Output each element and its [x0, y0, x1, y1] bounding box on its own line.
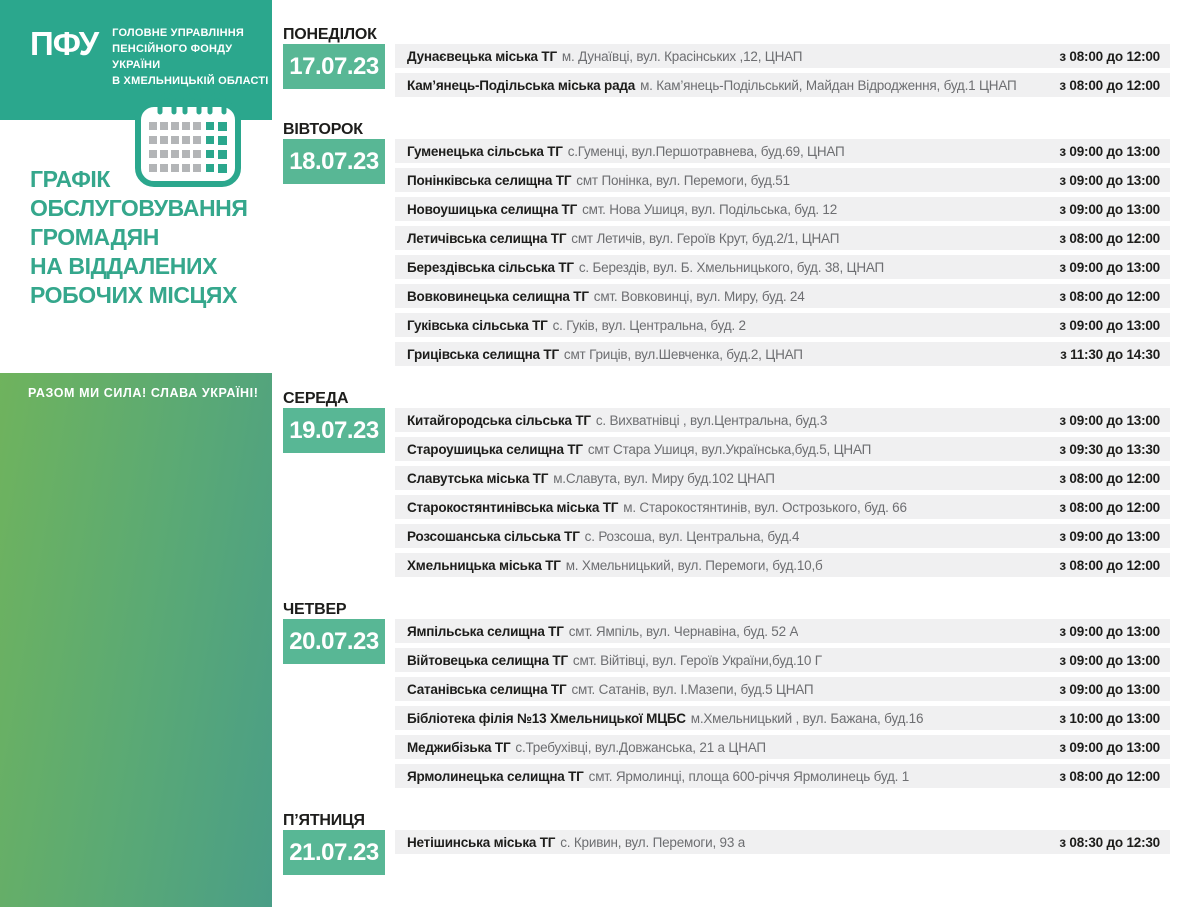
day-block [283, 390, 395, 577]
service-time: з 08:00 до 12:00 [1059, 557, 1160, 573]
schedule-row [395, 764, 1170, 788]
day-section [283, 601, 1170, 788]
org-address: с. Розсоша, вул. Центральна, буд.4 [584, 528, 800, 544]
title-line: ОБСЛУГОВУВАННЯ [30, 194, 248, 221]
day-section [283, 26, 1170, 97]
schedule-row [395, 226, 1170, 250]
service-time: з 11:30 до 14:30 [1060, 346, 1160, 362]
service-time: з 09:00 до 13:00 [1059, 259, 1160, 275]
org-address: м. Старокостянтинів, вул. Острозького, буд. 66 [623, 499, 907, 515]
org-address: м. Хмельницький, вул. Перемоги, буд.10,б [565, 557, 823, 573]
org-address: смт. Ямпіль, вул. Чернавіна, буд. 52 А [568, 623, 799, 639]
org-address: с.Требухівці, вул.Довжанська, 21 а ЦНАП [515, 739, 766, 755]
org-address: смт. Нова Ушиця, вул. Подільська, буд. 12 [582, 201, 838, 217]
org-address: с. Берездів, вул. Б. Хмельницького, буд. 38, ЦНАП [578, 259, 885, 275]
schedule-row [395, 408, 1170, 432]
title-line: ГРОМАДЯН [30, 223, 159, 250]
org-address: смт. Вовковинці, вул. Миру, буд. 24 [593, 288, 805, 304]
schedule-row [395, 619, 1170, 643]
org-address: м. Кам’янець-Подільський, Майдан Відродження, буд.1 ЦНАП [640, 77, 1017, 93]
day-name: ПОНЕДІЛОК [283, 26, 377, 43]
day-block [283, 601, 395, 788]
org-name: Грицівська селищна ТГ [407, 346, 559, 362]
org-name: Вовковинецька селищна ТГ [407, 288, 589, 304]
service-time: з 09:00 до 13:00 [1059, 172, 1160, 188]
service-time: з 08:00 до 12:00 [1059, 499, 1160, 515]
org-address: смт Летичів, вул. Героїв Крут, буд.2/1, ЦНАП [571, 230, 840, 246]
service-time: з 08:00 до 12:00 [1059, 470, 1160, 486]
org-address: с. Вихватнівці , вул.Центральна, буд.3 [595, 412, 828, 428]
schedule-row [395, 139, 1170, 163]
service-time: з 09:00 до 13:00 [1059, 681, 1160, 697]
org-address: м.Хмельницький , вул. Бажана, буд.16 [690, 710, 924, 726]
day-name: ЧЕТВЕР [283, 601, 347, 618]
org-address: м. Дунаївці, вул. Красінських ,12, ЦНАП [561, 48, 803, 64]
schedule-row [395, 553, 1170, 577]
schedule-row [395, 255, 1170, 279]
org-name: Берездівська сільська ТГ [407, 259, 574, 275]
day-block [283, 26, 395, 97]
org-name: Гуківська сільська ТГ [407, 317, 548, 333]
day-rows [395, 408, 1170, 577]
org-name: Меджибізька ТГ [407, 739, 511, 755]
day-rows [395, 619, 1170, 788]
service-time: з 09:30 до 13:30 [1059, 441, 1160, 457]
service-time: з 09:00 до 13:00 [1059, 528, 1160, 544]
day-rows [395, 139, 1170, 366]
org-address: м.Славута, вул. Миру буд.102 ЦНАП [553, 470, 775, 486]
day-date-badge: 21.07.23 [283, 830, 385, 875]
day-rows [395, 830, 1170, 875]
service-time: з 08:00 до 12:00 [1059, 48, 1160, 64]
service-time: з 08:00 до 12:00 [1059, 230, 1160, 246]
org-name: Війтовецька селищна ТГ [407, 652, 568, 668]
service-time: з 09:00 до 13:00 [1059, 317, 1160, 333]
org-name: Понінківська селищна ТГ [407, 172, 572, 188]
schedule-row [395, 197, 1170, 221]
org-name: Бібліотека філія №13 Хмельницької МЦБС [407, 710, 686, 726]
title-line: РОБОЧИХ МІСЦЯХ [30, 281, 238, 308]
schedule-row [395, 706, 1170, 730]
org-name: Новоушицька селищна ТГ [407, 201, 578, 217]
org-name: Славутська міська ТГ [407, 470, 549, 486]
schedule-row [395, 73, 1170, 97]
day-section [283, 812, 1170, 875]
schedule-row [395, 677, 1170, 701]
org-name: Ямпільська селищна ТГ [407, 623, 564, 639]
org-name: Летичівська селищна ТГ [407, 230, 567, 246]
schedule-row [395, 168, 1170, 192]
org-name: Старокостянтинівська міська ТГ [407, 499, 619, 515]
schedule-main [272, 0, 1200, 907]
org-address: смт. Ярмолинці, площа 600-річчя Ярмолинець буд. 1 [588, 768, 910, 784]
schedule-row [395, 735, 1170, 759]
org-line: ПЕНСІЙНОГО ФОНДУ УКРАЇНИ [112, 42, 233, 71]
day-name: П’ЯТНИЦЯ [283, 812, 365, 829]
service-time: з 09:00 до 13:00 [1059, 412, 1160, 428]
service-time: з 09:00 до 13:00 [1059, 143, 1160, 159]
org-name: Хмельницька міська ТГ [407, 557, 561, 573]
org-name: Сатанівська селищна ТГ [407, 681, 567, 697]
org-address: с.Гуменці, вул.Першотравнева, буд.69, ЦНАП [567, 143, 845, 159]
schedule-row [395, 648, 1170, 672]
day-date-badge: 17.07.23 [283, 44, 385, 89]
org-address: с. Кривин, вул. Перемоги, 93 а [560, 834, 746, 850]
service-time: з 08:00 до 12:00 [1059, 77, 1160, 93]
poster-title [30, 165, 260, 310]
day-date-badge: 20.07.23 [283, 619, 385, 664]
gradient-band [0, 373, 272, 907]
service-time: з 09:00 до 13:00 [1059, 739, 1160, 755]
schedule-row [395, 830, 1170, 854]
title-line: НА ВІДДАЛЕНИХ [30, 252, 218, 279]
org-name: Китайгородська сільська ТГ [407, 412, 591, 428]
day-section [283, 121, 1170, 366]
day-rows [395, 44, 1170, 97]
service-time: з 10:00 до 13:00 [1059, 710, 1160, 726]
org-name: Ярмолинецька селищна ТГ [407, 768, 584, 784]
org-address: смт Понінка, вул. Перемоги, буд.51 [576, 172, 790, 188]
schedule-row [395, 437, 1170, 461]
org-address: с. Гуків, вул. Центральна, буд. 2 [552, 317, 746, 333]
org-line: В ХМЕЛЬНИЦЬКІЙ ОБЛАСТІ [112, 74, 269, 87]
day-block [283, 812, 395, 875]
sidebar [0, 0, 272, 907]
title-line: ГРАФІК [30, 166, 111, 192]
schedule-row [395, 466, 1170, 490]
org-name: Нетішинська міська ТГ [407, 834, 556, 850]
service-time: з 09:00 до 13:00 [1059, 623, 1160, 639]
org-name: Староушицька селищна ТГ [407, 441, 583, 457]
org-name: Кам’янець-Подільська міська рада [407, 77, 636, 93]
service-time: з 08:00 до 12:00 [1059, 288, 1160, 304]
schedule-row [395, 342, 1170, 366]
pfu-logo: ПФУ [30, 25, 99, 62]
schedule-row [395, 524, 1170, 548]
schedule-row [395, 44, 1170, 68]
org-name: Гуменецька сільська ТГ [407, 143, 563, 159]
tagline: РАЗОМ МИ СИЛА! СЛАВА УКРАЇНІ! [28, 386, 259, 400]
service-time: з 09:00 до 13:00 [1059, 201, 1160, 217]
service-time: з 09:00 до 13:00 [1059, 652, 1160, 668]
schedule-row [395, 284, 1170, 308]
org-name: Розсошанська сільська ТГ [407, 528, 580, 544]
org-address: смт Гриців, вул.Шевченка, буд.2, ЦНАП [563, 346, 803, 362]
org-name: Дунаєвецька міська ТГ [407, 48, 557, 64]
day-date-badge: 19.07.23 [283, 408, 385, 453]
day-block [283, 121, 395, 366]
day-section [283, 390, 1170, 577]
service-time: з 08:30 до 12:30 [1059, 834, 1160, 850]
org-name-lines [112, 26, 272, 90]
org-line: ГОЛОВНЕ УПРАВЛІННЯ [112, 27, 244, 39]
org-address: смт. Сатанів, вул. І.Мазепи, буд.5 ЦНАП [571, 681, 814, 697]
day-name: СЕРЕДА [283, 390, 349, 407]
day-date-badge: 18.07.23 [283, 139, 385, 184]
org-address: смт Стара Ушиця, вул.Українська,буд.5, ЦНАП [587, 441, 872, 457]
service-time: з 08:00 до 12:00 [1059, 768, 1160, 784]
org-address: смт. Війтівці, вул. Героїв України,буд.10 Г [572, 652, 822, 668]
day-name: ВІВТОРОК [283, 121, 363, 138]
schedule-row [395, 313, 1170, 337]
schedule-row [395, 495, 1170, 519]
